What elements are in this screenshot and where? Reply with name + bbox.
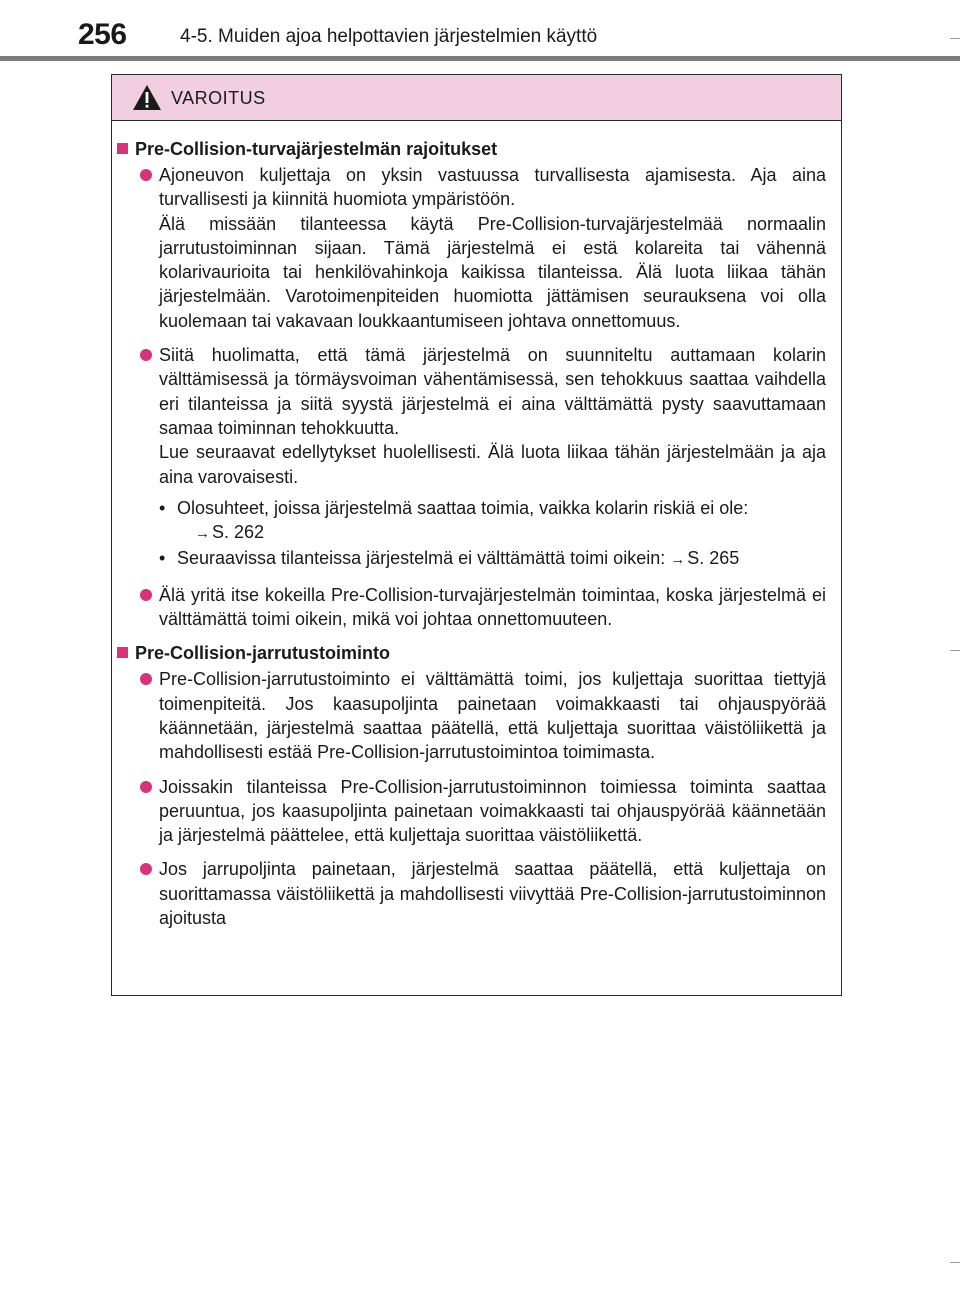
item-text	[159, 775, 826, 848]
paragraph: Siitä huolimatta, että tämä järjestelmä on suunniteltu auttamaan kolarin välttämisessä ja törmäysvoiman vähentämisessä, sen tehokkuus saattaa vaihdella eri tilanteissa ja siitä syystä järjestelmä ei aina välttämättä pysty saavuttamaan samaa toiminnan tehokkuutta.	[159, 345, 826, 438]
page-number: 256	[78, 18, 127, 51]
sub-list	[159, 496, 826, 573]
warning-header	[112, 75, 841, 121]
warning-label: VAROITUS	[171, 88, 266, 108]
item-text	[159, 667, 826, 764]
sub-text	[177, 546, 826, 572]
item-text	[159, 163, 826, 333]
header-rule	[0, 56, 960, 61]
paragraph: Jos jarrupoljinta painetaan, järjestelmä saattaa päätellä, että kuljettaja on suorittamassa väistöliikettä ja mahdollisesti viivyttää Pre-Collision-jarrutustoiminnon ajoitusta	[159, 859, 826, 929]
list-item	[117, 163, 826, 333]
list-item	[117, 775, 826, 848]
item-text	[159, 583, 826, 632]
section-heading	[117, 137, 826, 161]
section-heading	[117, 641, 826, 665]
page-reference-text: S. 265	[687, 548, 740, 569]
item-text	[159, 857, 826, 930]
sub-bullet: •	[159, 548, 166, 569]
sub-text-body: Seuraavissa tilanteissa järjestelmä ei välttämättä toimi oikein:	[177, 548, 666, 569]
paragraph: Joissakin tilanteissa Pre-Collision-jarrutustoiminnon toimiessa toiminta saattaa peruuntua, jos kaasupoljinta painetaan voimakkaasti tai ohjauspyörää käännetään ja järjestelmä päättelee, että kuljettaja suorittaa väistöliikettä.	[159, 776, 826, 846]
dot-bullet-icon	[140, 349, 152, 361]
warning-box	[111, 74, 842, 996]
dot-bullet-icon	[140, 863, 152, 875]
sub-text	[177, 496, 826, 547]
sub-bullet: •	[159, 497, 166, 518]
warning-body	[112, 121, 841, 930]
dot-bullet-icon	[140, 589, 152, 601]
paragraph: Älä missään tilanteessa käytä Pre-Collision-turvajärjestelmää normaalin jarrutustoiminnan sijaan. Tämä järjestelmä ei estä kolareita tai vähennä kolarivaurioita tai henkilövahinkoja kaikissa tilanteissa. Älä luota liikaa tähän järjestelmään. Varotoimenpiteiden huomiotta jättämisen seurauksena voi olla kuolemaan tai vakavaan loukkaantumiseen johtava onnettomuus.	[159, 213, 826, 331]
square-bullet-icon	[117, 647, 128, 658]
paragraph: Älä yritä itse kokeilla Pre-Collision-turvajärjestelmän toimintaa, koska järjestelmä ei välttämättä toimi oikein, mikä voi johtaa onnettomuuteen.	[159, 584, 826, 630]
crop-mark	[950, 38, 960, 39]
section-title: 4-5. Muiden ajoa helpottavien järjestelmien käyttö	[180, 26, 598, 47]
page-header	[0, 0, 960, 62]
page-reference-link[interactable]	[670, 548, 739, 568]
crop-mark	[950, 650, 960, 651]
paragraph: Lue seuraavat edellytykset huolellisesti. Älä luota liikaa tähän järjestelmään ja aja aina varovaisesti.	[159, 442, 826, 487]
dot-bullet-icon	[140, 169, 152, 181]
sub-list-item	[159, 546, 826, 572]
section-heading-text: Pre-Collision-turvajärjestelmän rajoitukset	[135, 139, 498, 159]
arrow-right-icon: →	[670, 551, 686, 569]
arrow-right-icon: →	[195, 525, 210, 543]
paragraph: Pre-Collision-jarrutustoiminto ei välttämättä toimi, jos kuljettaja suorittaa tiettyjä toimenpiteitä. Jos kaasupoljinta painetaan voimakkaasti tai ohjauspyörää käännetään, järjestelmä saattaa päätellä, että kuljettaja suorittaa väistöliikettä ja mahdollisesti estää Pre-Collision-jarrutustoimintoa toimimasta.	[159, 669, 826, 763]
item-text	[159, 343, 826, 573]
list-item	[117, 857, 826, 930]
sub-text-body: Olosuhteet, joissa järjestelmä saattaa toimia, vaikka kolarin riskiä ei ole:	[177, 497, 749, 518]
list-item	[117, 583, 826, 632]
page-reference-link[interactable]	[177, 520, 826, 546]
dot-bullet-icon	[140, 781, 152, 793]
sub-list-item	[159, 496, 826, 547]
square-bullet-icon	[117, 143, 128, 154]
crop-mark	[950, 1262, 960, 1263]
list-item	[117, 667, 826, 764]
list-item	[117, 343, 826, 573]
paragraph: Ajoneuvon kuljettaja on yksin vastuussa turvallisesta ajamisesta. Aja aina turvallisesti ja kiinnitä huomiota ympäristöön.	[159, 165, 826, 210]
dot-bullet-icon	[140, 673, 152, 685]
warning-triangle-icon	[132, 84, 162, 111]
section-heading-text: Pre-Collision-jarrutustoiminto	[135, 643, 391, 664]
page-reference-text: S. 262	[212, 522, 265, 543]
